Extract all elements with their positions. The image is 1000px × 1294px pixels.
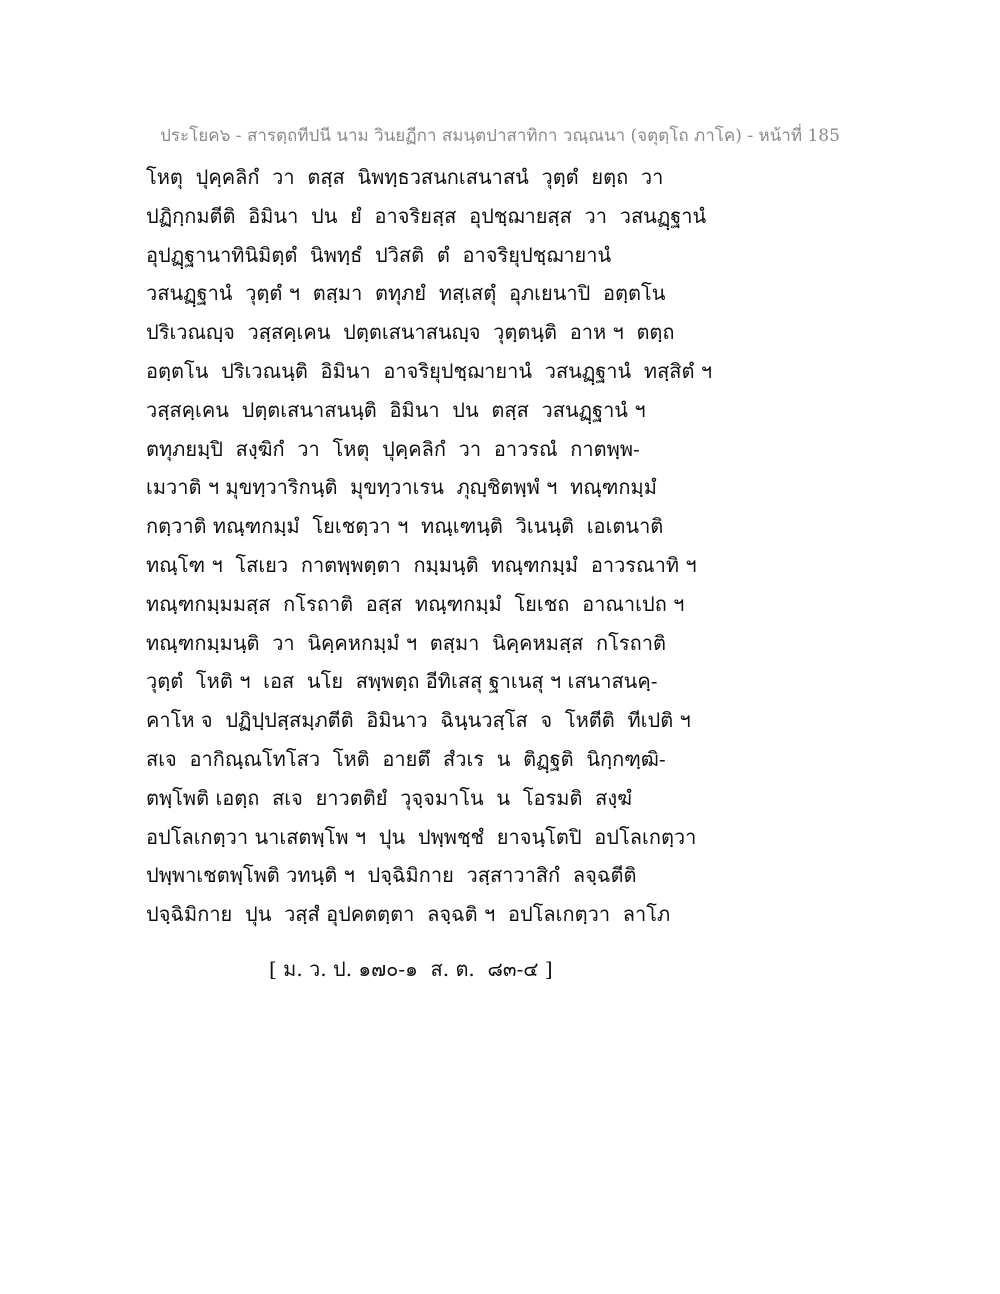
text-line: ตพฺโพติ เอตฺถ สเจ ยาวตติยํ วุจฺจมาโน น โอรมติ สงฺฆํ	[146, 785, 632, 810]
text-line: อุปฏฺฐานาทินิมิตฺตํ นิพทฺธํ ปวิสติ ตํ อาจริยุปชฺฌายานํ	[146, 242, 612, 267]
text-line: คาโห จ ปฏิปฺปสฺสมฺภตีติ อิมินาว ฉินฺนวสฺโส จ โหตีติ ทีเปติ ฯ	[146, 708, 691, 733]
text-line: วสนฏฺฐานํ วุตฺตํ ฯ ตสฺมา ตทุภยํ ทสฺเสตุํ อุภเยนาปิ อตฺตโน	[146, 281, 666, 306]
text-line: ทณฺฑกมฺมนฺติ วา นิคฺคหกมฺมํ ฯ ตสฺมา นิคฺคหมสฺส กโรถาติ	[146, 630, 666, 655]
text-line: สเจ อากิณฺณโทโสว โหติ อายตึ สํวเร น ติฏฺฐติ นิกฺกฑฺฒิ-	[146, 746, 666, 771]
text-line: ปพฺพาเชตพฺโพติ วทนฺติ ฯ ปจฺฉิมิกาย วสฺสาวาสิกํ ลจฺฉตีติ	[146, 863, 637, 888]
page-header: ประโยค๖ - สารตฺถทีปนี นาม วินยฏีกา สมนฺตปาสาทิกา วณฺณนา (จตุตฺโถ ภาโค) - หน้าที่ 185	[160, 126, 840, 146]
text-line: เมวาติ ฯ มุขทฺวาริกนฺติ มุขทฺวาเรน ภุญฺชิตพฺพํ ฯ ทณฺฑกมฺมํ	[146, 475, 657, 500]
body-text	[146, 158, 866, 934]
text-line: ทณฺโฑ ฯ โสเยว กาตพฺพตฺตา กมฺมนฺติ ทณฺฑกมฺมํ อาวรณาทิ ฯ	[146, 552, 697, 577]
text-line: ปฏิกฺกมตีติ อิมินา ปน ยํ อาจริยสฺส อุปชฺฌายสฺส วา วสนฏฺฐานํ	[146, 203, 707, 228]
text-line: อปโลเกตฺวา นาเสตพฺโพ ฯ ปุน ปพฺพชฺชํ ยาจนฺโตปิ อปโลเกตฺวา	[146, 824, 697, 849]
text-line: ตทุภยมฺปิ สงฺฆิกํ วา โหตุ ปุคฺคลิกํ วา อาวรณํ กาตพฺพ-	[146, 436, 640, 461]
text-line: ปจฺฉิมิกาย ปุน วสฺสํ อุปคตตฺตา ลจฺฉติ ฯ อปโลเกตฺวา ลาโภ	[146, 902, 671, 927]
text-line: ทณฺฑกมฺมมสฺส กโรถาติ อสฺส ทณฺฑกมฺมํ โยเชถ อาณาเปถ ฯ	[146, 591, 685, 616]
text-line: วุตฺตํ โหติ ฯ เอส นโย สพฺพตฺถ อีทิเสสุ ฐาเนสุ ฯ เสนาสนคฺ-	[146, 669, 658, 694]
text-line: อตฺตโน ปริเวณนฺติ อิมินา อาจริยุปชฺฌายานํ วสนฏฺฐานํ ทสฺสิตํ ฯ	[146, 358, 713, 383]
source-reference: [ ม. ว. ป. ๑๗๐-๑ ส. ต. ๘๓-๔ ]	[269, 957, 553, 981]
text-line: กตฺวาติ ทณฺฑกมฺมํ โยเชตฺวา ฯ ทณฺเฑนฺติ วิเนนฺติ เอเตนาติ	[146, 514, 664, 539]
text-line: โหตุ ปุคฺคลิกํ วา ตสฺส นิพทฺธวสนกเสนาสนํ วุตฺตํ ยตฺถ วา	[146, 165, 664, 189]
text-line: ปริเวณญฺจ วสฺสคฺเคน ปตฺตเสนาสนญฺจ วุตฺตนฺติ อาห ฯ ตตฺถ	[146, 320, 675, 345]
text-line: วสฺสคฺเคน ปตฺตเสนาสนนฺติ อิมินา ปน ตสฺส วสนฏฺฐานํ ฯ	[146, 397, 646, 422]
